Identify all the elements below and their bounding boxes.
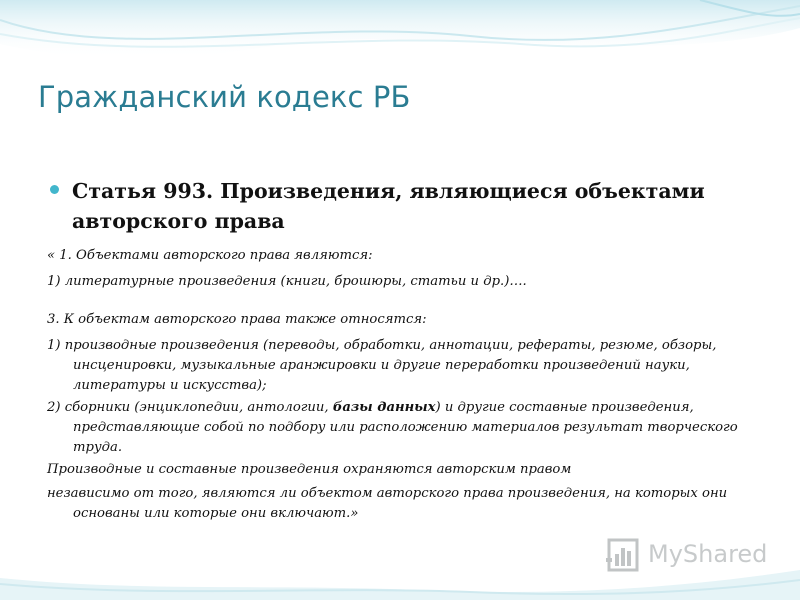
paragraph-literary-works: 1) литературные произведения (книги, брошюры, статьи и др.)…. [47,274,527,289]
paragraph-intro: « 1. Объектами авторского права являются: [47,248,373,263]
paragraph-also-includes: 3. К объектам авторского права также относятся: [47,312,427,327]
article-heading-text: Статья 993. Произведения, являющиеся объектами авторского права [72,179,705,233]
watermark-text: MyShared [648,540,768,568]
paragraph-compilations [47,398,759,458]
paragraph-independence: независимо от того, являются ли объектом авторского права произведения, на которых они основаны или которые они включают.» [47,486,728,521]
paragraph-protection: Производные и составные произведения охраняются авторским правом [47,462,572,477]
bar-chart-icon [606,534,646,574]
bullet-icon [50,185,59,194]
watermark-logo [606,534,776,574]
article-body [47,246,759,524]
paragraph-derivative-works: 1) производные произведения (переводы, обработки, аннотации, рефераты, резюме, обзоры, инсценировки, музыкальные аранжировки и другие переработки произведений науки, литературы и искусства); [47,338,717,393]
compilations-text-start: 2) сборники (энциклопедии, антологии, [47,400,333,415]
slide-title: Гражданский кодекс РБ [38,80,411,114]
compilations-databases: базы данных [332,400,436,415]
compilations-text-end: ) и другие составные произведения, представляющие собой по подбору или расположению материалов результат творческого труда. [73,400,738,455]
